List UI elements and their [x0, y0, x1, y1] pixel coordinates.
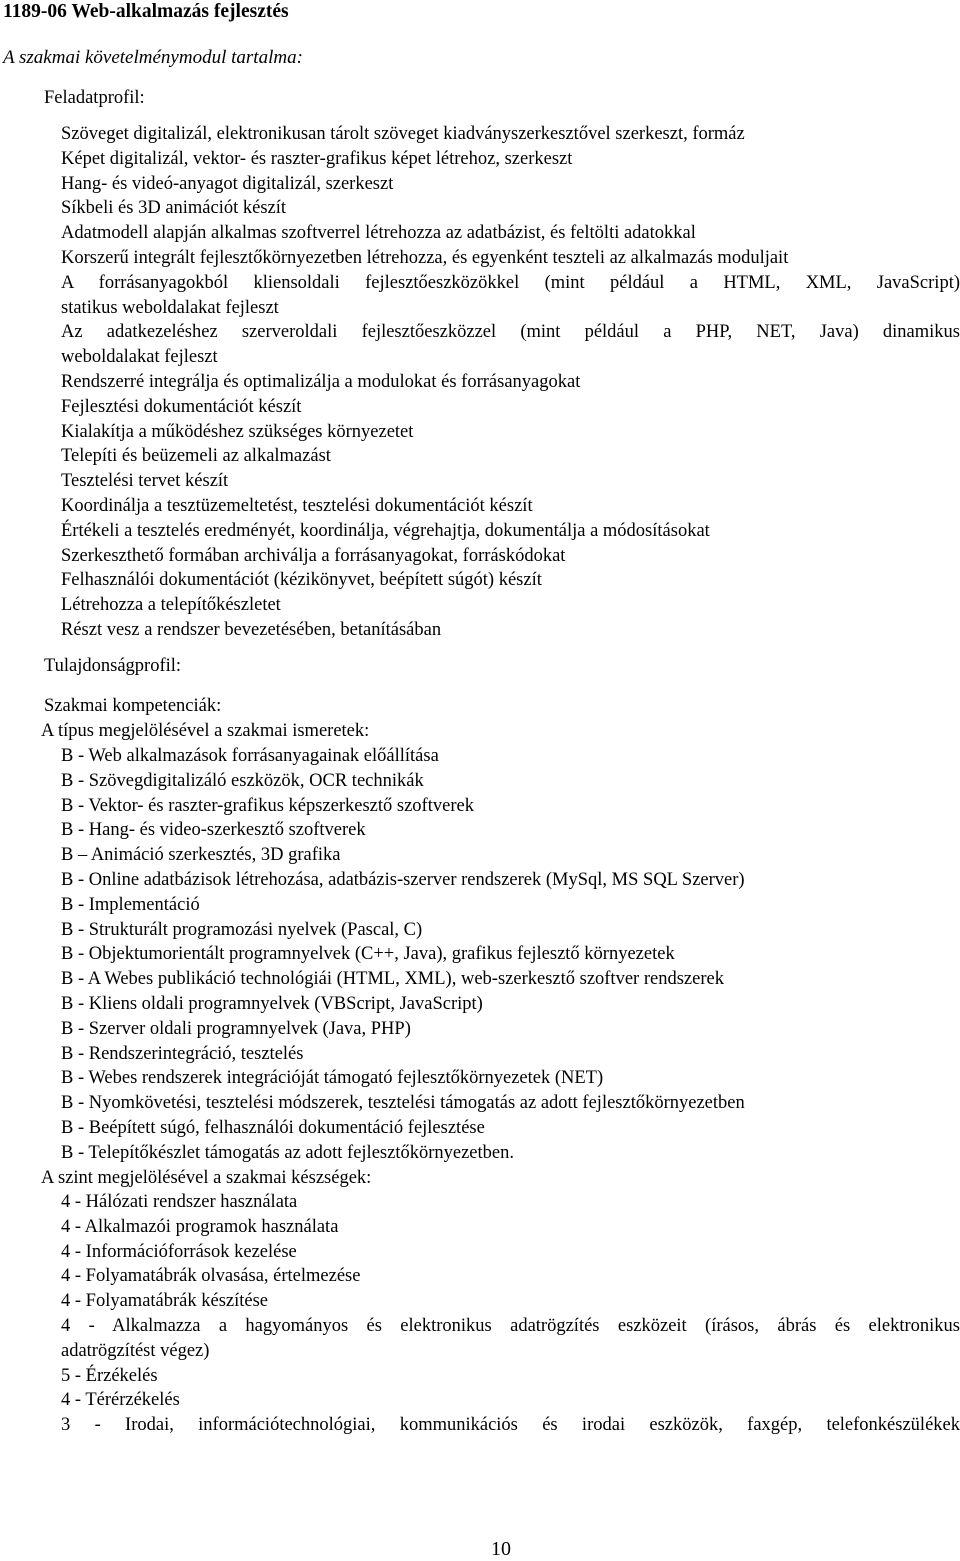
keszsegek-heading: A szint megjelölésével a szakmai készségek: — [41, 1168, 372, 1188]
list-item: Az adatkezeléshez szerveroldali fejlesztőeszközzel (mint például a PHP, NET, Java) dinamikus — [61, 322, 960, 343]
list-item: B - Rendszerintegráció, tesztelés — [61, 1043, 304, 1064]
list-item: Értékeli a tesztelés eredményét, koordinálja, végrehajtja, dokumentálja a módosításokat — [61, 520, 710, 541]
list-item: 3 - Irodai, információtechnológiai, kommunikációs és irodai eszközök, faxgép, telefonkészülékek — [61, 1415, 960, 1436]
list-item: Részt vesz a rendszer bevezetésében, betanításában — [61, 619, 442, 640]
list-item: Hang- és videó-anyagot digitalizál, szerkeszt — [61, 173, 394, 194]
ismeretek-list — [61, 744, 960, 1166]
ismeretek-heading: A típus megjelölésével a szakmai ismeretek: — [41, 721, 370, 741]
list-item: 4 - Térérzékelés — [61, 1390, 180, 1411]
list-item: Létrehozza a telepítőkészletet — [61, 595, 281, 616]
list-item: B - Szerver oldali programnyelvek (Java, PHP) — [61, 1018, 411, 1039]
tulajdonsagprofil-heading: Tulajdonságprofil: — [44, 656, 182, 676]
feladatprofil-heading: Feladatprofil: — [44, 88, 145, 108]
list-item: 5 - Érzékelés — [61, 1365, 158, 1386]
list-item: Telepíti és beüzemeli az alkalmazást — [61, 446, 331, 467]
list-item: B – Animáció szerkesztés, 3D grafika — [61, 845, 341, 866]
list-item: 4 - Folyamatábrák készítése — [61, 1291, 269, 1312]
list-item-continuation: statikus weboldalakat fejleszt — [61, 297, 279, 318]
list-item: 4 - Információforrások kezelése — [61, 1241, 297, 1262]
list-item: B - Hang- és video-szerkesztő szoftverek — [61, 820, 366, 841]
list-item: Szerkeszthető formában archiválja a forrásanyagokat, forráskódokat — [61, 545, 566, 566]
list-item: Adatmodell alapján alkalmas szoftverrel létrehozza az adatbázist, és feltölti adatokkal — [61, 223, 696, 244]
list-item: B - Beépített súgó, felhasználói dokumentáció fejlesztése — [61, 1117, 485, 1138]
list-item: A forrásanyagokból kliensoldali fejlesztőeszközökkel (mint például a HTML, XML, JavaScript) — [61, 272, 960, 293]
list-item: B - Vektor- és raszter-grafikus képszerkesztő szoftverek — [61, 795, 474, 816]
list-item: Felhasználói dokumentációt (kézikönyvet, beépített súgót) készít — [61, 570, 542, 591]
list-item: B - Webes rendszerek integrációját támogató fejlesztőkörnyezetek (NET) — [61, 1068, 604, 1089]
szakmai-kompetenciak-heading: Szakmai kompetenciák: — [44, 696, 222, 716]
list-item: Rendszerré integrálja és optimalizálja a modulokat és forrásanyagokat — [61, 371, 581, 392]
list-item: Fejlesztési dokumentációt készít — [61, 396, 302, 417]
list-item: 4 - Alkalmazza a hagyományos és elektronikus adatrögzítés eszközeit (írásos, ábrás és elektronikus — [61, 1315, 960, 1336]
list-item-continuation: weboldalakat fejleszt — [61, 347, 218, 368]
list-item: 4 - Hálózati rendszer használata — [61, 1192, 298, 1212]
list-item: B - Strukturált programozási nyelvek (Pascal, C) — [61, 919, 423, 940]
list-item: Koordinálja a tesztüzemeltetést, tesztelési dokumentációt készít — [61, 495, 533, 516]
list-item-continuation: adatrögzítést végez) — [61, 1340, 210, 1361]
list-item: 4 - Folyamatábrák olvasása, értelmezése — [61, 1266, 361, 1287]
page-number: 10 — [491, 1538, 511, 1560]
list-item: Korszerű integrált fejlesztőkörnyezetben létrehozza, és egyenként teszteli az alkalmazás moduljait — [61, 247, 789, 268]
list-item: Síkbeli és 3D animációt készít — [61, 198, 287, 219]
list-item: B - Online adatbázisok létrehozása, adatbázis-szerver rendszerek (MySql, MS SQL Szerver) — [61, 869, 745, 890]
list-item: Kialakítja a működéshez szükséges környezetet — [61, 421, 414, 442]
list-item: B - Kliens oldali programnyelvek (VBScript, JavaScript) — [61, 993, 483, 1014]
list-item: Szöveget digitalizál, elektronikusan tárolt szöveget kiadványszerkesztővel szerkeszt, formáz — [61, 124, 745, 144]
list-item: B - Objektumorientált programnyelvek (C++, Java), grafikus fejlesztő környezetek — [61, 944, 675, 965]
list-item: Képet digitalizál, vektor- és raszter-grafikus képet létrehoz, szerkeszt — [61, 148, 573, 169]
list-item: B - Implementáció — [61, 894, 200, 915]
list-item: B - Telepítőkészlet támogatás az adott fejlesztőkörnyezetben. — [61, 1142, 514, 1163]
document-title: 1189-06 Web-alkalmazás fejlesztés — [3, 1, 289, 22]
keszsegek-list — [61, 1190, 960, 1438]
list-item: B - Nyomkövetési, tesztelési módszerek, tesztelési támogatás az adott fejlesztőkörnyezetben — [61, 1093, 745, 1114]
list-item: B - A Webes publikáció technológiái (HTML, XML), web-szerkesztő szoftver rendszerek — [61, 969, 724, 990]
module-content-subtitle: A szakmai követelménymodul tartalma: — [3, 47, 303, 68]
list-item: B - Web alkalmazások forrásanyagainak előállítása — [61, 746, 439, 766]
list-item: Tesztelési tervet készít — [61, 471, 229, 492]
list-item: 4 - Alkalmazói programok használata — [61, 1216, 339, 1237]
feladatprofil-list — [61, 122, 960, 643]
list-item: B - Szövegdigitalizáló eszközök, OCR technikák — [61, 770, 424, 791]
